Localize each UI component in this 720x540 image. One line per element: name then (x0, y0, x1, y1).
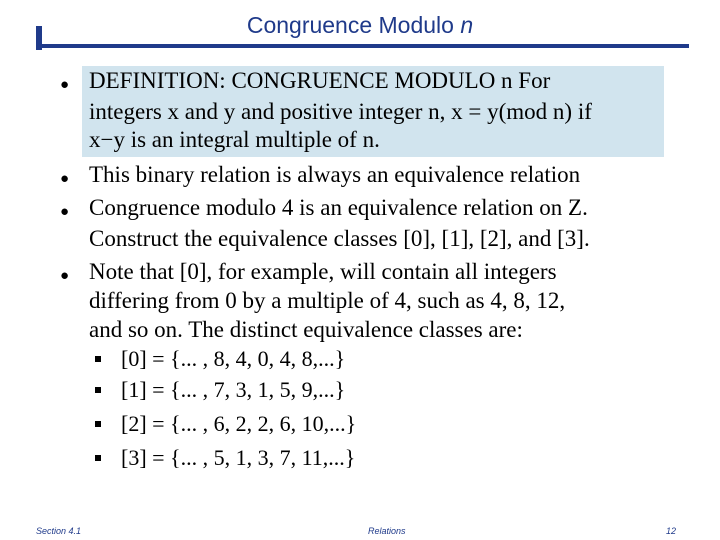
sub-bullet-square (95, 356, 101, 362)
slide-title-text: Congruence Modulo (246, 12, 461, 38)
bullet-dot: ● (60, 171, 70, 187)
definition-line: DEFINITION: CONGRUENCE MODULO n For (89, 68, 551, 93)
equivalence-class-3: [3] = {... , 5, 1, 3, 7, 11,...} (121, 445, 356, 470)
title-rule (36, 44, 689, 48)
bullet-line: Congruence modulo 4 is an equivalence relation on Z. (89, 195, 588, 220)
bullet-dot: ● (60, 204, 70, 220)
footer-section: Section 4.1 (36, 526, 82, 536)
definition-line: x−y is an integral multiple of n. (89, 127, 380, 152)
slide-title-variable: n (460, 12, 474, 38)
definition-line: integers x and y and positive integer n, x = y(mod n) if (89, 99, 592, 124)
bullet-line: This binary relation is always an equivalence relation (89, 162, 581, 187)
bullet-line: Note that [0], for example, will contain all integers (89, 259, 557, 284)
sub-bullet-square (95, 421, 101, 427)
slide-title (0, 12, 720, 39)
equivalence-class-1: [1] = {... , 7, 3, 1, 5, 9,...} (121, 377, 346, 402)
bullet-line: and so on. The distinct equivalence classes are: (89, 317, 523, 342)
sub-bullet-square (95, 387, 101, 393)
footer-chapter: Relations (368, 526, 406, 536)
bullet-line: differing from 0 by a multiple of 4, such as 4, 8, 12, (89, 288, 566, 313)
sub-bullet-square (95, 455, 101, 461)
equivalence-class-0: [0] = {... , 8, 4, 0, 4, 8,...} (121, 346, 346, 371)
footer-page-number: 12 (666, 526, 677, 536)
bullet-line: Construct the equivalence classes [0], [1], [2], and [3]. (89, 226, 590, 251)
bullet-dot: ● (60, 268, 70, 284)
bullet-dot: ● (60, 77, 70, 93)
equivalence-class-2: [2] = {... , 6, 2, 2, 6, 10,...} (121, 411, 357, 436)
